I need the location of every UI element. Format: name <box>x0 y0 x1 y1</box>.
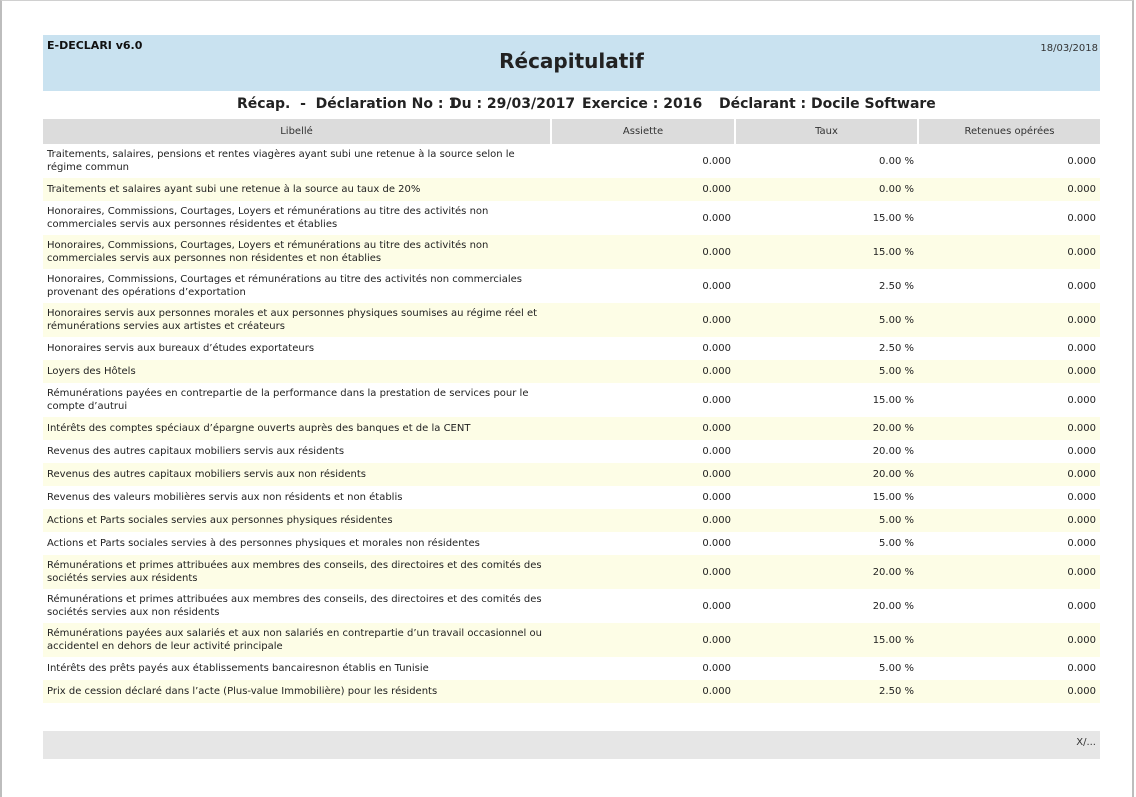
retenues-cell: 0.000 <box>918 509 1100 532</box>
taux-cell: 20.00 % <box>735 417 918 440</box>
libelle-cell: Rémunérations payées aux salariés et aux non salariés en contrepartie d’un travail occasionnel ou accidentel en dehors de leur activité principale <box>43 623 551 657</box>
libelle-cell: Rémunérations et primes attribuées aux membres des conseils, des directoires et des comités des sociétés servies aux résidents <box>43 555 551 589</box>
libelle-cell: Prix de cession déclaré dans l’acte (Plus-value Immobilière) pour les résidents <box>43 680 551 703</box>
libelle-cell: Honoraires, Commissions, Courtages et rémunérations au titre des activités non commerciales provenant des opérations d’exportation <box>43 269 551 303</box>
table-row <box>43 178 1100 201</box>
assiette-cell: 0.000 <box>551 463 735 486</box>
retenues-cell: 0.000 <box>918 623 1100 657</box>
table-row <box>43 360 1100 383</box>
table-row <box>43 337 1100 360</box>
libelle-cell: Rémunérations payées en contrepartie de la performance dans la prestation de services pour le compte d’autrui <box>43 383 551 417</box>
report-title: Récapitulatif <box>499 49 644 73</box>
assiette-cell: 0.000 <box>551 680 735 703</box>
column-header-retenues: Retenues opérées <box>918 119 1100 144</box>
retenues-cell: 0.000 <box>918 532 1100 555</box>
table-row <box>43 532 1100 555</box>
table-row <box>43 463 1100 486</box>
libelle-cell: Honoraires, Commissions, Courtages, Loyers et rémunérations au titre des activités non commerciales servis aux personnes résidentes et établies <box>43 201 551 235</box>
column-header-assiette: Assiette <box>551 119 735 144</box>
libelle-cell: Revenus des valeurs mobilières servis aux non résidents et non établis <box>43 486 551 509</box>
assiette-cell: 0.000 <box>551 178 735 201</box>
assiette-cell: 0.000 <box>551 383 735 417</box>
taux-cell: 5.00 % <box>735 509 918 532</box>
taux-cell: 15.00 % <box>735 486 918 509</box>
assiette-cell: 0.000 <box>551 303 735 337</box>
table-row <box>43 383 1100 417</box>
table-row <box>43 680 1100 703</box>
retenues-cell: 0.000 <box>918 201 1100 235</box>
taux-cell: 20.00 % <box>735 555 918 589</box>
declaration-date: Du : 29/03/2017 <box>450 96 576 112</box>
retenues-cell: 0.000 <box>918 144 1100 178</box>
retenues-cell: 0.000 <box>918 589 1100 623</box>
taux-cell: 0.00 % <box>735 144 918 178</box>
retenues-cell: 0.000 <box>918 555 1100 589</box>
declaration-number: Récap. - Déclaration No : 1 <box>237 96 459 112</box>
table-row <box>43 440 1100 463</box>
taux-cell: 2.50 % <box>735 680 918 703</box>
assiette-cell: 0.000 <box>551 269 735 303</box>
app-version: E-DECLARI v6.0 <box>47 39 143 52</box>
taux-cell: 15.00 % <box>735 623 918 657</box>
libelle-cell: Intérêts des comptes spéciaux d’épargne ouverts auprès des banques et de la CENT <box>43 417 551 440</box>
column-header-libelle: Libellé <box>43 119 551 144</box>
retenues-cell: 0.000 <box>918 383 1100 417</box>
table-row <box>43 555 1100 589</box>
recap-table <box>43 119 1100 703</box>
assiette-cell: 0.000 <box>551 360 735 383</box>
table-row <box>43 201 1100 235</box>
retenues-cell: 0.000 <box>918 303 1100 337</box>
fiscal-year: Exercice : 2016 <box>582 96 703 112</box>
retenues-cell: 0.000 <box>918 269 1100 303</box>
table-row <box>43 303 1100 337</box>
table-row <box>43 509 1100 532</box>
taux-cell: 15.00 % <box>735 383 918 417</box>
table-row <box>43 269 1100 303</box>
assiette-cell: 0.000 <box>551 532 735 555</box>
retenues-cell: 0.000 <box>918 235 1100 269</box>
libelle-cell: Traitements et salaires ayant subi une retenue à la source au taux de 20% <box>43 178 551 201</box>
assiette-cell: 0.000 <box>551 509 735 532</box>
taux-cell: 5.00 % <box>735 657 918 680</box>
retenues-cell: 0.000 <box>918 360 1100 383</box>
taux-cell: 5.00 % <box>735 303 918 337</box>
assiette-cell: 0.000 <box>551 201 735 235</box>
retenues-cell: 0.000 <box>918 657 1100 680</box>
retenues-cell: 0.000 <box>918 463 1100 486</box>
assiette-cell: 0.000 <box>551 440 735 463</box>
assiette-cell: 0.000 <box>551 486 735 509</box>
libelle-cell: Honoraires servis aux personnes morales et aux personnes physiques soumises au régime réel et rémunérations servies aux artistes et créateurs <box>43 303 551 337</box>
libelle-cell: Actions et Parts sociales servies à des personnes physiques et morales non résidentes <box>43 532 551 555</box>
table-row <box>43 657 1100 680</box>
taux-cell: 2.50 % <box>735 337 918 360</box>
assiette-cell: 0.000 <box>551 417 735 440</box>
libelle-cell: Revenus des autres capitaux mobiliers servis aux non résidents <box>43 463 551 486</box>
declarant: Déclarant : Docile Software <box>719 96 936 112</box>
taux-cell: 20.00 % <box>735 463 918 486</box>
table-row <box>43 235 1100 269</box>
assiette-cell: 0.000 <box>551 623 735 657</box>
report-date: 18/03/2018 <box>1040 43 1098 54</box>
retenues-cell: 0.000 <box>918 680 1100 703</box>
libelle-cell: Rémunérations et primes attribuées aux membres des conseils, des directoires et des comités des sociétés servies aux non résidents <box>43 589 551 623</box>
retenues-cell: 0.000 <box>918 440 1100 463</box>
libelle-cell: Actions et Parts sociales servies aux personnes physiques résidentes <box>43 509 551 532</box>
taux-cell: 5.00 % <box>735 360 918 383</box>
taux-cell: 15.00 % <box>735 201 918 235</box>
retenues-cell: 0.000 <box>918 337 1100 360</box>
retenues-cell: 0.000 <box>918 417 1100 440</box>
assiette-cell: 0.000 <box>551 555 735 589</box>
page-number: X/... <box>1076 737 1096 748</box>
libelle-cell: Honoraires, Commissions, Courtages, Loyers et rémunérations au titre des activités non commerciales servis aux personnes non résidentes et non établies <box>43 235 551 269</box>
taux-cell: 15.00 % <box>735 235 918 269</box>
table-row <box>43 144 1100 178</box>
report-footer <box>43 731 1100 759</box>
taux-cell: 5.00 % <box>735 532 918 555</box>
libelle-cell: Intérêts des prêts payés aux établissements bancairesnon établis en Tunisie <box>43 657 551 680</box>
retenues-cell: 0.000 <box>918 178 1100 201</box>
table-row <box>43 417 1100 440</box>
assiette-cell: 0.000 <box>551 657 735 680</box>
assiette-cell: 0.000 <box>551 589 735 623</box>
table-header-row <box>43 119 1100 144</box>
assiette-cell: 0.000 <box>551 337 735 360</box>
taux-cell: 0.00 % <box>735 178 918 201</box>
libelle-cell: Honoraires servis aux bureaux d’études exportateurs <box>43 337 551 360</box>
taux-cell: 20.00 % <box>735 440 918 463</box>
table-row <box>43 589 1100 623</box>
retenues-cell: 0.000 <box>918 486 1100 509</box>
column-header-taux: Taux <box>735 119 918 144</box>
assiette-cell: 0.000 <box>551 235 735 269</box>
libelle-cell: Loyers des Hôtels <box>43 360 551 383</box>
assiette-cell: 0.000 <box>551 144 735 178</box>
table-row <box>43 623 1100 657</box>
libelle-cell: Traitements, salaires, pensions et rentes viagères ayant subi une retenue à la source selon le régime commun <box>43 144 551 178</box>
taux-cell: 20.00 % <box>735 589 918 623</box>
table-row <box>43 486 1100 509</box>
libelle-cell: Revenus des autres capitaux mobiliers servis aux résidents <box>43 440 551 463</box>
taux-cell: 2.50 % <box>735 269 918 303</box>
